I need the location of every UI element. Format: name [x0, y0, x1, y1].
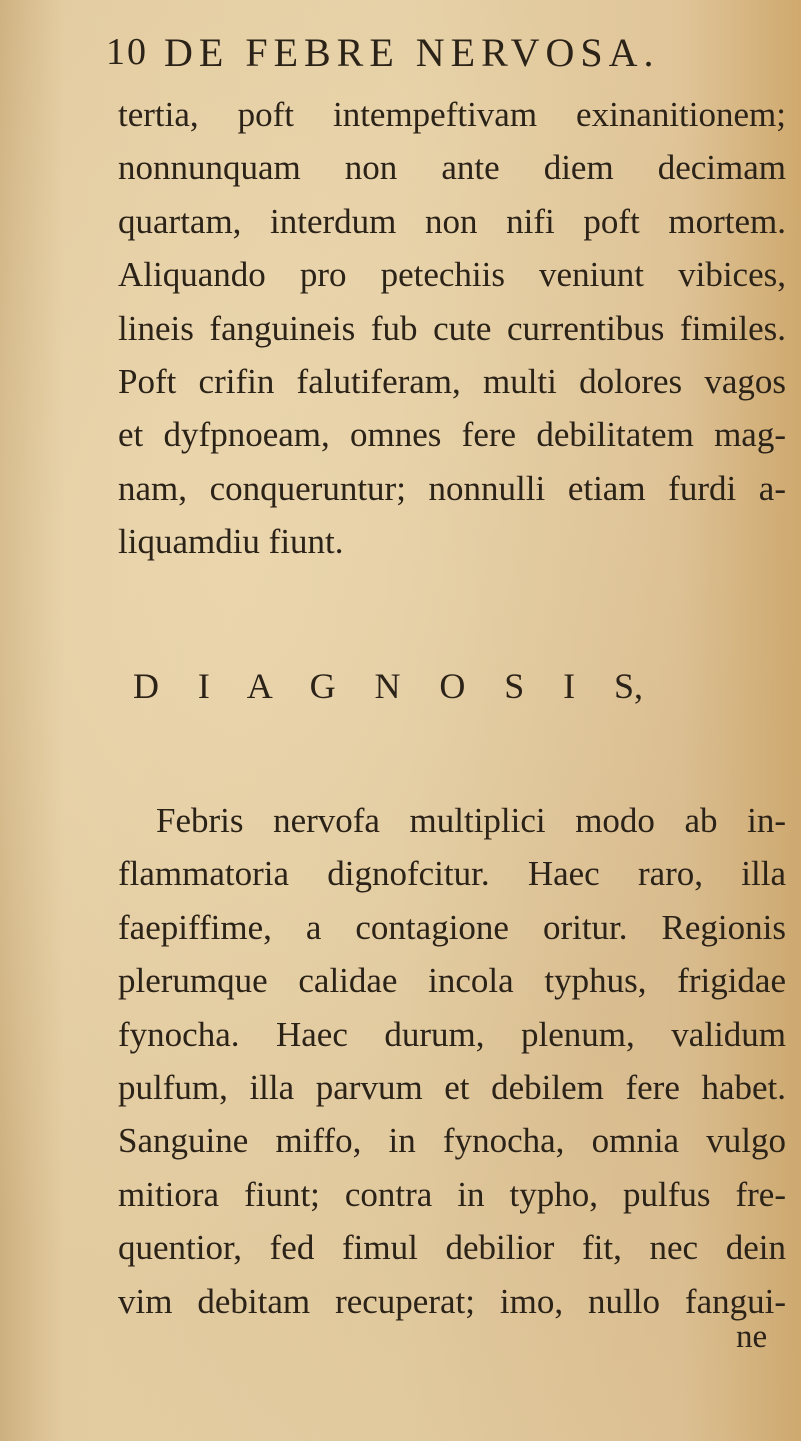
text-line: nam, conqueruntur; nonnulli etiam furdi a- [118, 468, 786, 508]
text-line: liquamdiu fiunt. [118, 522, 344, 562]
section-heading: D I A G N O S I S, [133, 666, 643, 706]
text-line: quentior, fed fimul debilior fit, nec dein [118, 1228, 786, 1268]
text-line: tertia, poft intempeftivam exinanitionem; [118, 95, 786, 134]
text-line: quartam, interdum non nifi poft mortem. [118, 201, 786, 241]
paragraph-1 [118, 88, 786, 569]
text-line: faepiffime, a contagione oritur. Regionis [118, 907, 786, 947]
running-title: DE FEBRE NERVOSA. [164, 29, 660, 75]
text-line: lineis fanguineis fub cute currentibus fimiles. [118, 308, 786, 348]
text-line: Aliquando pro petechiis veniunt vibices, [118, 255, 786, 295]
text-line: plerumque calidae incola typhus, frigidae [118, 961, 786, 1001]
text-line: fynocha. Haec durum, plenum, validum [118, 1014, 786, 1054]
text-line: et dyfpnoeam, omnes fere debilitatem mag- [118, 415, 786, 455]
text-line: flammatoria dignofcitur. Haec raro, illa [118, 854, 786, 894]
text-line: pulfum, illa parvum et debilem fere habet. [118, 1067, 786, 1107]
text-line: Febris nervofa multiplici modo ab in- [156, 801, 786, 840]
running-head [106, 22, 660, 82]
text-line: Sanguine miffo, in fynocha, omnia vulgo [118, 1121, 786, 1161]
text-line: Poft crifin falutiferam, multi dolores vagos [118, 361, 786, 401]
text-line: vim debitam recuperat; imo, nullo fangui- [118, 1281, 786, 1321]
text-line: nonnunquam non ante diem decimam [118, 148, 786, 188]
page-number: 10 [106, 31, 148, 73]
catchword: ne [736, 1319, 768, 1355]
paragraph-2 [118, 794, 786, 1328]
text-line: mitiora fiunt; contra in typho, pulfus fre- [118, 1174, 786, 1214]
